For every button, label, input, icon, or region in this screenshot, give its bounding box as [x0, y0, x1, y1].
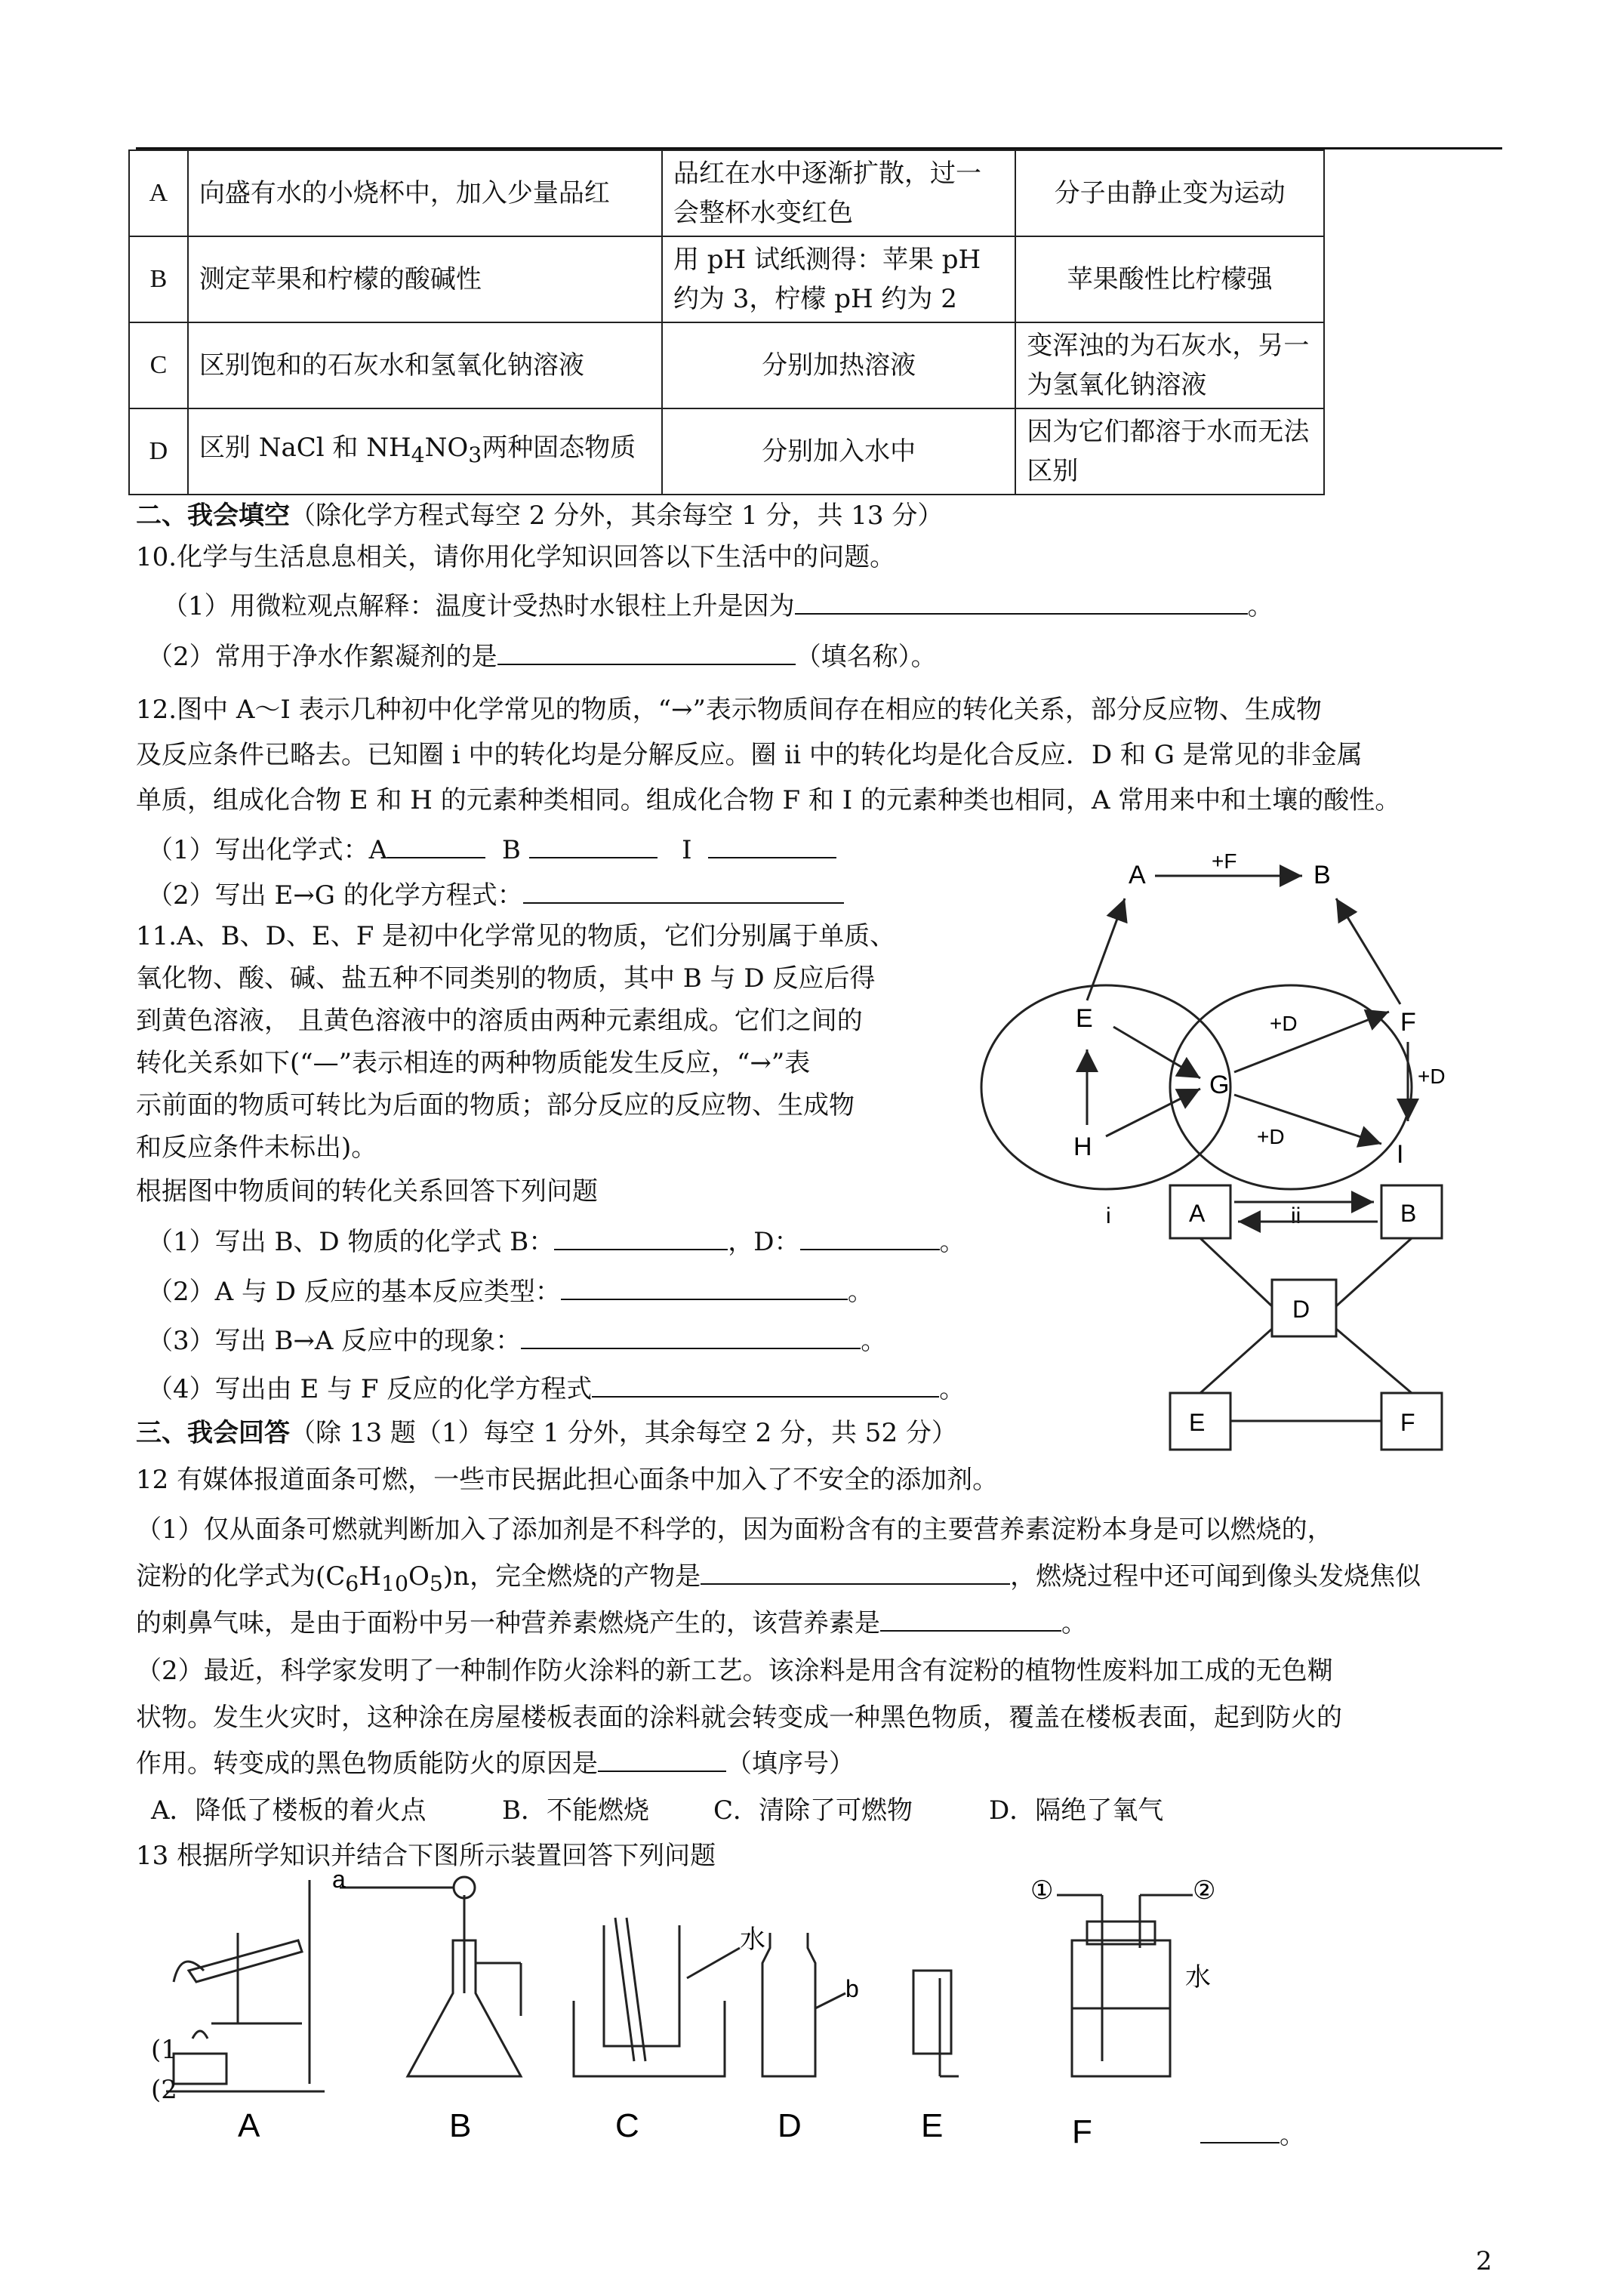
q11-line2: 氧化物、酸、碱、盐五种不同类别的物质，其中 B 与 D 反应后得 — [136, 963, 876, 994]
table-row — [129, 322, 1324, 408]
q11-3: （3）写出 B→A 反应中的现象： 。 — [147, 1326, 887, 1356]
answer-blank[interactable] — [708, 834, 836, 858]
apparatus-A: A — [238, 2107, 260, 2144]
node-H: H — [1073, 1133, 1092, 1161]
apparatus-E: E — [921, 2107, 944, 2144]
q12-line3: 单质，组成化合物 E 和 H 的元素种类相同。组成化合物 F 和 I 的元素种类也相同，A 常用来中和土壤的酸性。 — [136, 785, 1401, 815]
conclusion-cell: 因为它们都溶于水而无法区别 — [1015, 408, 1324, 495]
answer-blank[interactable] — [592, 1373, 939, 1398]
answer-blank[interactable] — [387, 834, 485, 858]
s3-q12-1-line1: （1）仅从面条可燃就判断加入了添加剂是不科学的，因为面粉含有的主要营养素淀粉本身是可以燃烧的， — [136, 1515, 1333, 1545]
apparatus-B: B — [449, 2107, 472, 2144]
phenomenon-cell: 分别加入水中 — [662, 408, 1015, 495]
phenomenon-cell: 分别加热溶液 — [662, 322, 1015, 408]
operation-cell: 测定苹果和柠檬的酸碱性 — [188, 236, 662, 322]
node-B: B — [1313, 861, 1331, 889]
q12-2: （2）写出 E→G 的化学方程式： — [147, 874, 844, 911]
q11-4: （4）写出由 E 与 F 反应的化学方程式 。 — [147, 1374, 965, 1404]
node-E: E — [1076, 1004, 1093, 1033]
answer-blank[interactable] — [1200, 2119, 1280, 2143]
answer-blank[interactable] — [795, 590, 1248, 615]
page-number: 2 — [1476, 2246, 1492, 2276]
answer-blank[interactable] — [561, 1276, 848, 1300]
answer-blank[interactable] — [598, 1748, 726, 1772]
node-A: A — [1129, 861, 1146, 889]
q11-line3: 到黄色溶液， 且黄色溶液中的溶质由两种元素组成。它们之间的 — [136, 1006, 863, 1036]
answer-blank[interactable] — [523, 880, 844, 904]
q11-line4: 转化关系如下(“—”表示相连的两种物质能发生反应，“→”表 — [136, 1048, 811, 1078]
label-plus-D: +D — [1418, 1065, 1446, 1088]
q11-2: （2）A 与 D 反应的基本反应类型： 。 — [147, 1277, 873, 1307]
table-row — [129, 150, 1324, 236]
q10-title: 10.化学与生活息息相关，请你用化学知识回答以下生活中的问题。 — [136, 542, 896, 572]
node-D: D — [1292, 1296, 1310, 1323]
q12-1: （1）写出化学式：A B I — [147, 829, 836, 866]
answer-blank[interactable] — [701, 1561, 1010, 1585]
node-G: G — [1209, 1071, 1230, 1099]
operation-cell: 区别饱和的石灰水和氢氧化钠溶液 — [188, 322, 662, 408]
option-c: C．清除了可燃物 — [713, 1795, 913, 1826]
section2-heading: 二、我会填空（除化学方程式每空 2 分外，其余每空 1 分，共 13 分） — [136, 501, 944, 531]
s3-q12-2-line2: 状物。发生火灾时，这种涂在房屋楼板表面的涂料就会转变成一种黑色物质，覆盖在楼板表面，起到防火的 — [136, 1703, 1342, 1733]
row-label: B — [129, 236, 188, 322]
q12-line2: 及反应条件已略去。已知圈 i 中的转化均是分解反应。圈 ii 中的转化均是化合反应．D 和 G 是常见的非金属 — [136, 740, 1363, 770]
label-water: 水 — [1185, 1963, 1211, 1992]
label-water: 水 — [740, 1925, 765, 1954]
option-b: B．不能燃烧 — [502, 1795, 649, 1826]
experiment-table — [128, 149, 1325, 495]
relation-diagram — [1155, 1178, 1487, 1465]
table-row — [129, 236, 1324, 322]
q11-line1: 11.A、B、D、E、F 是初中化学常见的物质，它们分别属于单质、 — [136, 921, 896, 951]
s3-q12-2-line3: 作用。转变成的黑色物质能防火的原因是 （填序号） — [136, 1749, 855, 1779]
conclusion-cell: 变浑浊的为石灰水，另一为氢氧化钠溶液 — [1015, 322, 1324, 408]
q11-1: （1）写出 B、D 物质的化学式 B： ，D： 。 — [147, 1227, 965, 1257]
apparatus-D: D — [778, 2107, 802, 2144]
q11-line6: 和反应条件未标出)。 — [136, 1133, 377, 1163]
phenomenon-cell: 用 pH 试纸测得：苹果 pH 约为 3，柠檬 pH 约为 2 — [662, 236, 1015, 322]
label-plus-D: +D — [1257, 1125, 1285, 1148]
conclusion-cell: 苹果酸性比柠檬强 — [1015, 236, 1324, 322]
s3-q12-title: 12 有媒体报道面条可燃，一些市民据此担心面条中加入了不安全的添加剂。 — [136, 1465, 999, 1495]
answer-blank[interactable] — [880, 1607, 1061, 1632]
operation-cell: 向盛有水的小烧杯中，加入少量品红 — [188, 150, 662, 236]
q10-2: （2）常用于净水作絮凝剂的是 （填名称）。 — [147, 642, 937, 672]
label-port-2: ② — [1193, 1876, 1216, 1905]
s3-q12-1-line3: 的刺鼻气味，是由于面粉中另一种营养素燃烧产生的，该营养素是 。 — [136, 1608, 1087, 1638]
conclusion-cell: 分子由静止变为运动 — [1015, 150, 1324, 236]
option-a: A．降低了楼板的着火点 — [151, 1795, 427, 1826]
answer-blank[interactable] — [497, 641, 796, 665]
q11-line5: 示前面的物质可转比为后面的物质；部分反应的反应物、生成物 — [136, 1090, 855, 1120]
q13-1-stub: (1 — [151, 2035, 177, 2065]
apparatus-C: C — [615, 2107, 639, 2144]
q11-line7: 根据图中物质间的转化关系回答下列问题 — [136, 1176, 598, 1207]
node-B: B — [1400, 1200, 1417, 1227]
answer-blank[interactable] — [521, 1325, 861, 1349]
s3-q13-title: 13 根据所学知识并结合下图所示装置回答下列问题 — [136, 1841, 716, 1871]
label-plus-D: +D — [1270, 1012, 1298, 1035]
apparatus-F: F — [1072, 2113, 1092, 2144]
circle-label-ii: ii — [1291, 1203, 1301, 1228]
q13-2-stub: (2 — [151, 2075, 177, 2105]
answer-blank[interactable] — [554, 1226, 728, 1250]
q13-end: 。 — [1200, 2114, 1305, 2151]
answer-blank[interactable] — [800, 1226, 940, 1250]
node-I: I — [1397, 1140, 1404, 1169]
section3-heading: 三、我会回答（除 13 题（1）每空 1 分外，其余每空 2 分，共 52 分） — [136, 1418, 957, 1448]
phenomenon-cell: 品红在水中逐渐扩散，过一会整杯水变红色 — [662, 150, 1015, 236]
s3-q12-1-line2: 淀粉的化学式为$(C_6H_{10}O_5)n$，完全燃烧的产物是 ，燃烧过程中还可闻到像头发烧焦似 — [136, 1561, 1421, 1596]
option-d: D．隔绝了氧气 — [989, 1795, 1164, 1826]
node-F: F — [1400, 1409, 1415, 1436]
q12-line1: 12.图中 A～I 表示几种初中化学常见的物质，“→”表示物质间存在相应的转化关系，部分反应物、生成物 — [136, 695, 1322, 725]
row-label: C — [129, 322, 188, 408]
label-a: a — [332, 1866, 346, 1893]
label-plus-F: +F — [1212, 853, 1237, 873]
label-port-1: ① — [1030, 1876, 1054, 1905]
node-E: E — [1189, 1409, 1206, 1436]
q10-1: （1）用微粒观点解释：温度计受热时水银柱上升是因为 。 — [162, 591, 1273, 621]
answer-blank[interactable] — [529, 834, 658, 858]
apparatus-figure — [151, 1865, 1329, 2144]
row-label: A — [129, 150, 188, 236]
circle-label-i: i — [1106, 1203, 1111, 1228]
table-row — [129, 408, 1324, 495]
node-F: F — [1400, 1008, 1416, 1037]
s3-q12-2-line1: （2）最近，科学家发明了一种制作防火涂料的新工艺。该涂料是用含有淀粉的植物性废料加工成的无色糊 — [136, 1656, 1333, 1686]
node-A: A — [1189, 1200, 1206, 1227]
operation-cell: 区别 NaCl 和 $NH_4NO_3$两种固态物质 — [188, 408, 662, 495]
row-label: D — [129, 408, 188, 495]
label-b: b — [845, 1975, 859, 2002]
